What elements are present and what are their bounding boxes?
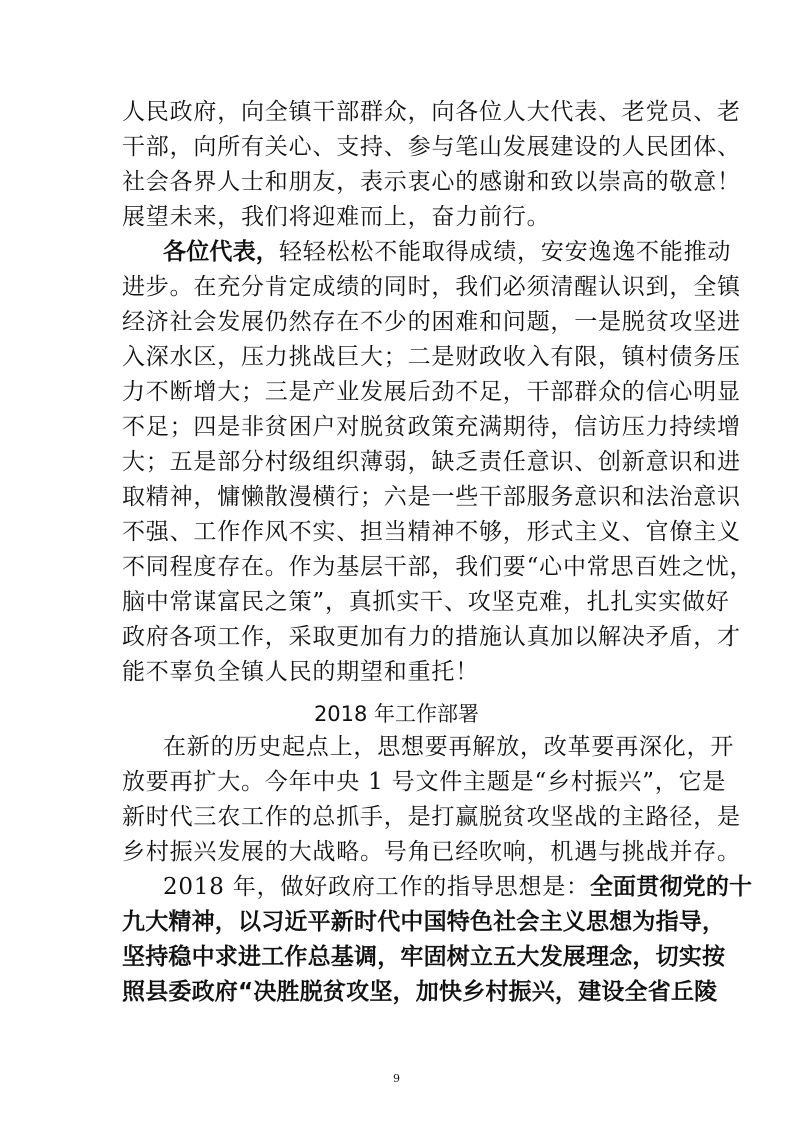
paragraph2-line-4: 力不断增大；三是产业发展后劲不足，干部群众的信心明显 <box>122 379 741 405</box>
paragraph2-line-1: 进步。在充分肯定成绩的同时，我们必须清醒认识到，全镇 <box>122 274 741 300</box>
paragraph2-line-3: 入深水区，压力挑战巨大；二是财政收入有限，镇村债务压 <box>122 344 741 370</box>
paragraph2-lead-rest: 轻轻松松不能取得成绩，安安逸逸不能推动 <box>279 239 732 265</box>
section-heading: 2018 年工作部署 <box>313 702 480 726</box>
paragraph1-line-3: 社会各界人士和朋友，表示衷心的感谢和致以崇高的敬意！ <box>122 169 741 195</box>
paragraph4-lead-bold: 全面贯彻党的十 <box>589 874 753 900</box>
paragraph2-line-5: 不足；四是非贫困户对脱贫政策充满期待，信访压力持续增 <box>122 414 741 440</box>
paragraph2-line-10: 脑中常谋富民之策”，真抓实干、攻坚克难，扎扎实实做好 <box>122 589 730 615</box>
paragraph2-line-6: 大；五是部分村级组织薄弱，缺乏责任意识、创新意识和进 <box>122 449 741 475</box>
paragraph2-line-2: 经济社会发展仍然存在不少的困难和问题，一是脱贫攻坚进 <box>122 309 741 335</box>
paragraph3-line-1: 在新的历史起点上，思想要再解放，改革要再深化，开 <box>163 734 735 760</box>
paragraph4-lead-normal: 2018 年，做好政府工作的指导思想是： <box>163 874 590 900</box>
page-number: 9 <box>393 1072 400 1085</box>
paragraph2-line-11: 政府各项工作，采取更加有力的措施认真加以解决矛盾，才 <box>122 624 741 650</box>
paragraph4-bold-line-1: 九大精神，以习近平新时代中国特色社会主义思想为指导， <box>122 909 726 935</box>
paragraph3-line-4: 乡村振兴发展的大战略。号角已经吹响，机遇与挑战并存。 <box>122 839 741 865</box>
paragraph2-line-12: 能不辜负全镇人民的期望和重托！ <box>122 659 479 685</box>
paragraph4-bold-line-3: 照县委政府“决胜脱贫攻坚，加快乡村振兴，建设全省丘陵 <box>122 979 718 1005</box>
paragraph1-line-2: 干部，向所有关心、支持、参与笔山发展建设的人民团体、 <box>122 134 741 160</box>
paragraph2-line-8: 不强、工作作风不实、担当精神不够，形式主义、官僚主义 <box>122 519 741 545</box>
paragraph4-bold-line-2: 坚持稳中求进工作总基调，牢固树立五大发展理念，切实按 <box>122 944 726 970</box>
paragraph1-line-4: 展望未来，我们将迎难而上，奋力前行。 <box>122 204 551 230</box>
paragraph1-line-1: 人民政府，向全镇干部群众，向各位人大代表、老党员、老 <box>122 99 741 125</box>
paragraph2-lead-bold: 各位代表， <box>163 239 279 265</box>
paragraph2-line-7: 取精神，慵懒散漫横行；六是一些干部服务意识和法治意识 <box>122 484 741 510</box>
paragraph2-first-line <box>163 236 731 268</box>
paragraph3-line-3: 新时代三农工作的总抓手，是打赢脱贫攻坚战的主路径，是 <box>122 804 741 830</box>
paragraph4-first-line <box>163 871 752 903</box>
paragraph2-line-9: 不同程度存在。作为基层干部，我们要“心中常思百姓之忧， <box>122 554 754 580</box>
paragraph3-line-2: 放要再扩大。今年中央 1 号文件主题是“乡村振兴”，它是 <box>122 769 727 795</box>
